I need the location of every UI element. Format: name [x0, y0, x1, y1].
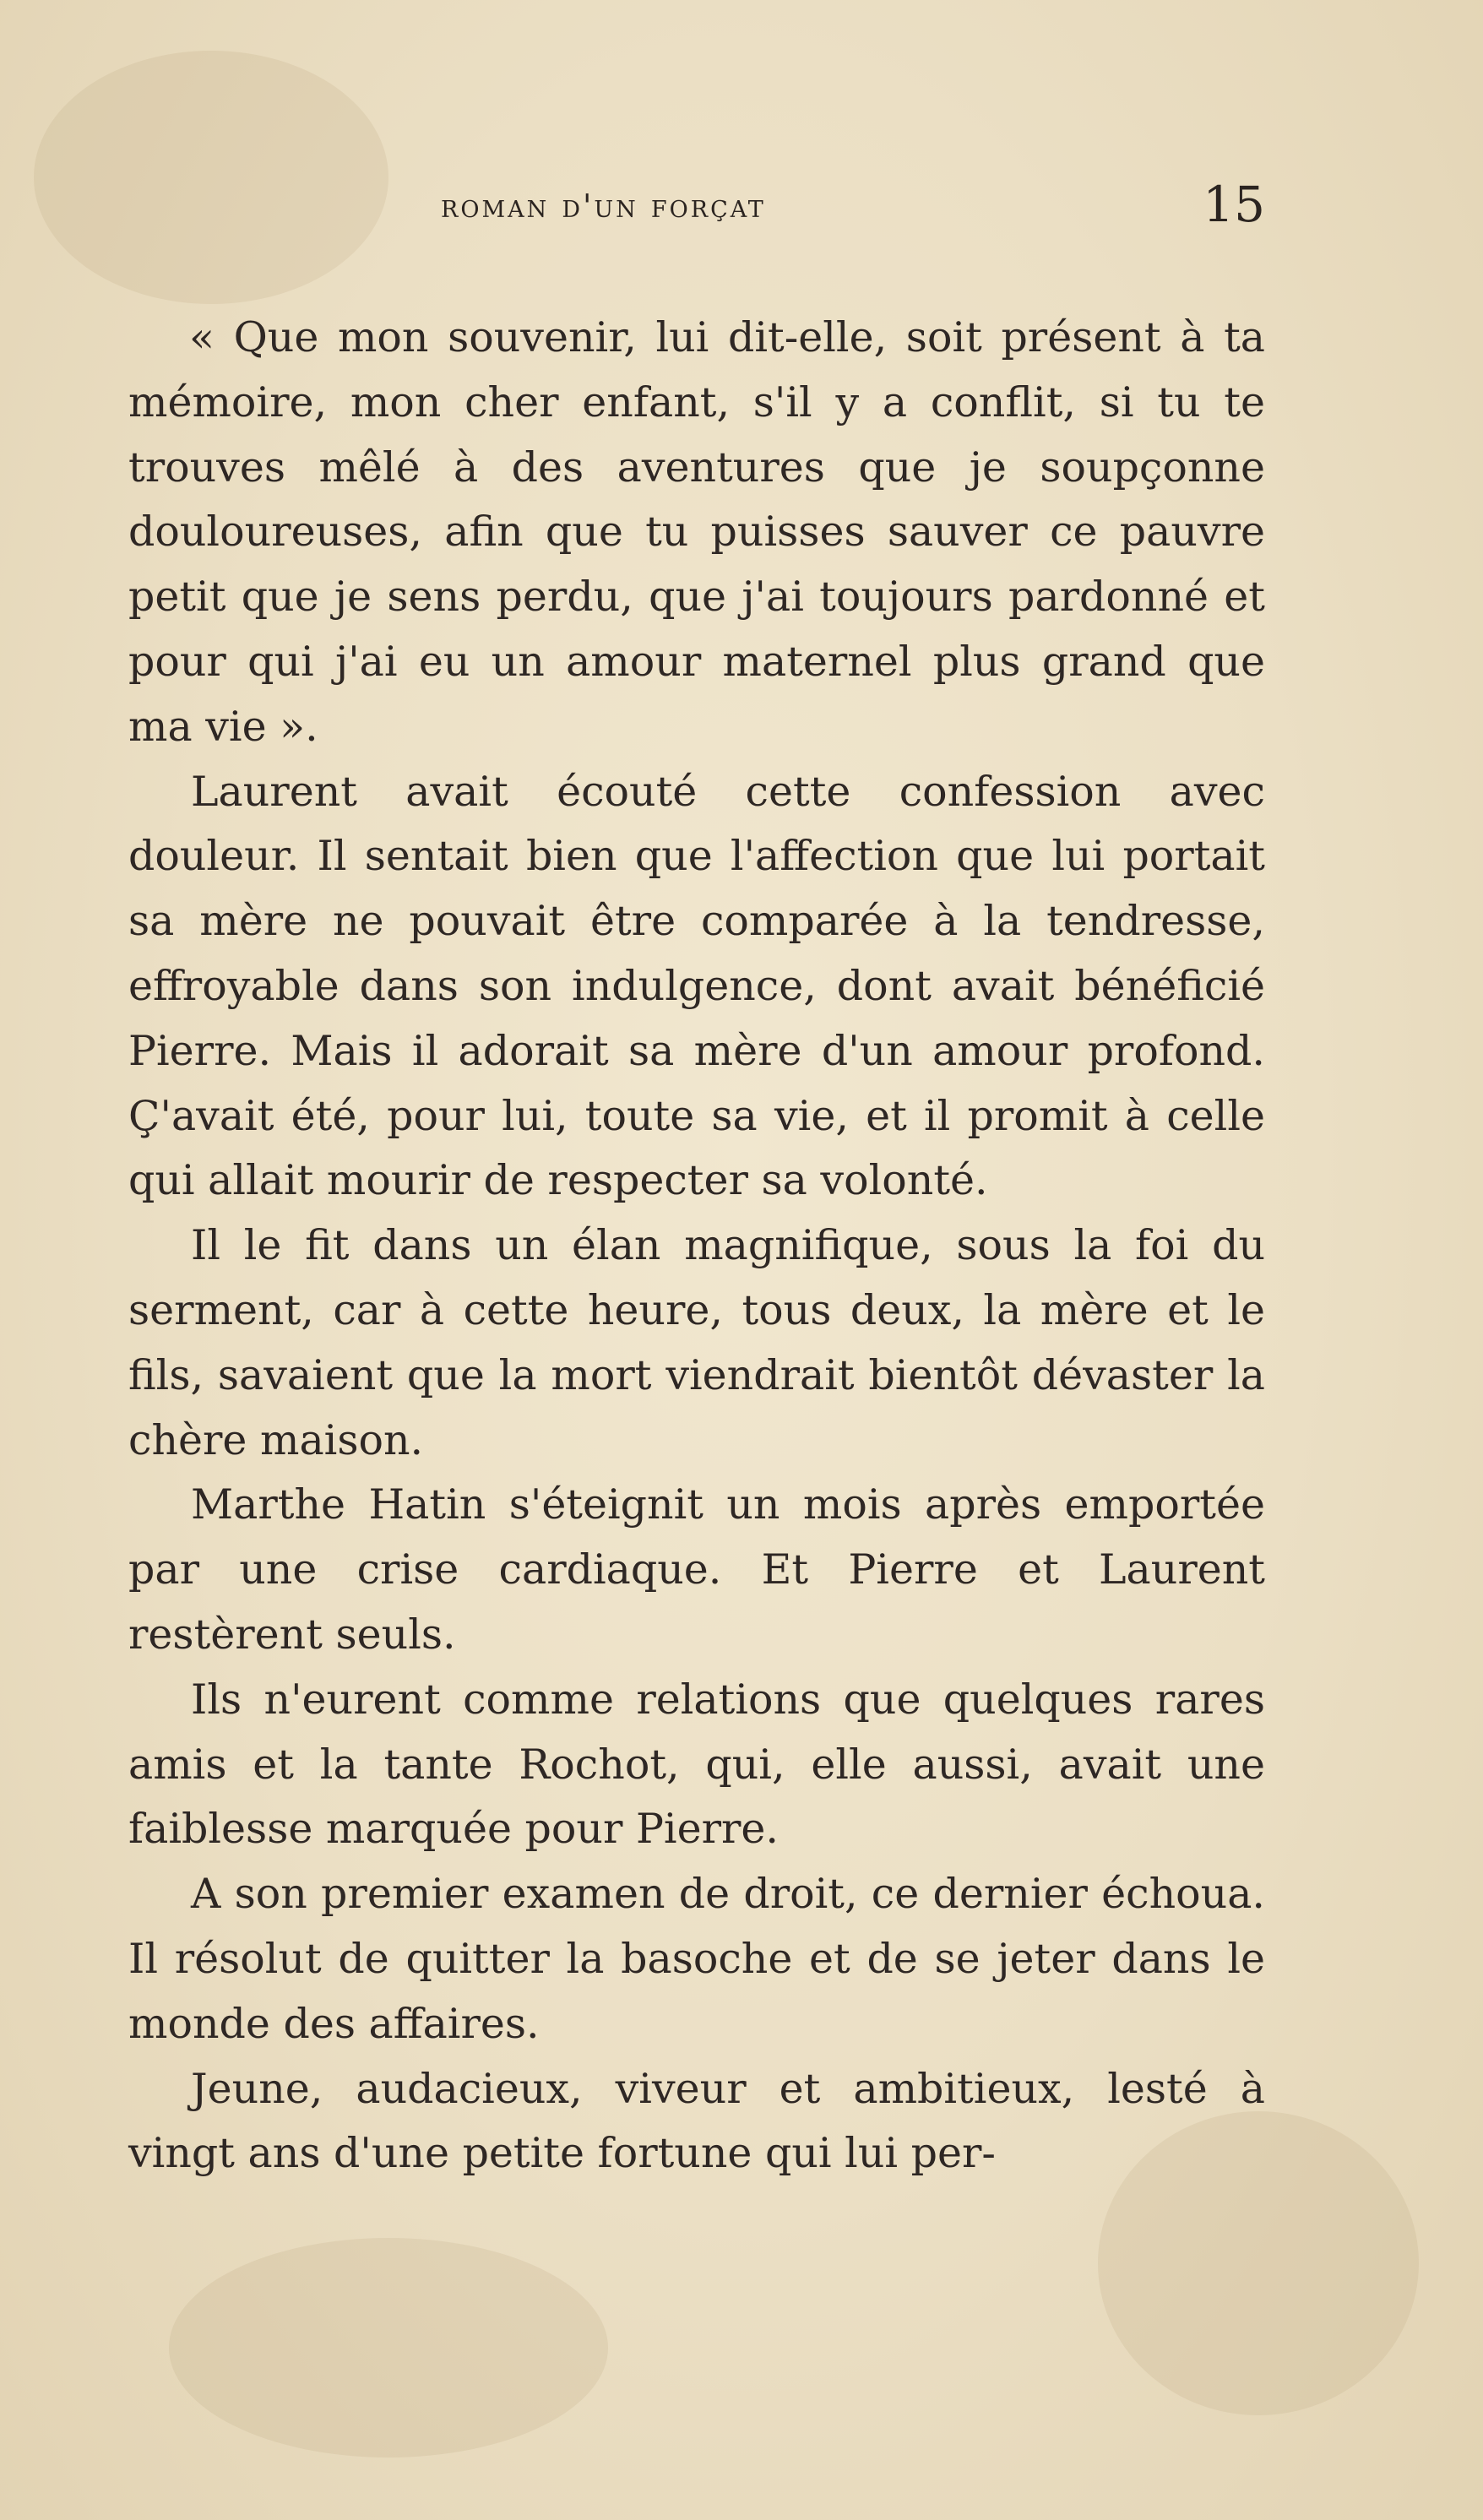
- paragraph: Marthe Hatin s'éteignit un mois après emportée par une crise cardiaque. Et Pierre et Laurent restèrent seuls.: [128, 1480, 1265, 1659]
- paper-stain: [169, 2238, 608, 2458]
- paragraph: Ils n'eurent comme relations que quelques rares amis et la tante Rochot, qui, elle aussi, avait une faiblesse marquée pour Pierre.: [128, 1675, 1265, 1854]
- body-text: [128, 306, 1265, 2186]
- page-number: 15: [1203, 176, 1265, 233]
- paragraph: Jeune, audacieux, viveur et ambitieux, lesté à vingt ans d'une petite fortune qui lui per-: [128, 2064, 1265, 2178]
- running-title: roman d'un forçat: [441, 187, 766, 225]
- paragraph: « Que mon souvenir, lui dit-elle, soit présent à ta mémoire, mon cher enfant, s'il y a conflit, si tu te trouves mêlé à des aventures que je soupçonne douloureuses, afin que tu puisses sauver ce pauvre petit que je sens perdu, que j'ai toujours pardonné et pour qui j'ai eu un amour maternel plus grand que ma vie ».: [128, 313, 1265, 751]
- paragraph: A son premier examen de droit, ce dernier échoua. Il résolut de quitter la basoche et de se jeter dans le monde des affaires.: [128, 1870, 1265, 2048]
- paragraph: Laurent avait écouté cette confession avec douleur. Il sentait bien que l'affection que lui portait sa mère ne pouvait être comparée à la tendresse, effroyable dans son indulgence, dont avait bénéficié Pierre. Mais il adorait sa mère d'un amour profond. Ç'avait été, pour lui, toute sa vie, et il promit à celle qui allait mourir de respecter sa volonté.: [128, 767, 1265, 1205]
- paragraph: Il le fit dans un élan magnifique, sous la foi du serment, car à cette heure, tous deux, la mère et le fils, savaient que la mort viendrait bientôt dévaster la chère maison.: [128, 1221, 1265, 1464]
- page-header: [128, 176, 1265, 247]
